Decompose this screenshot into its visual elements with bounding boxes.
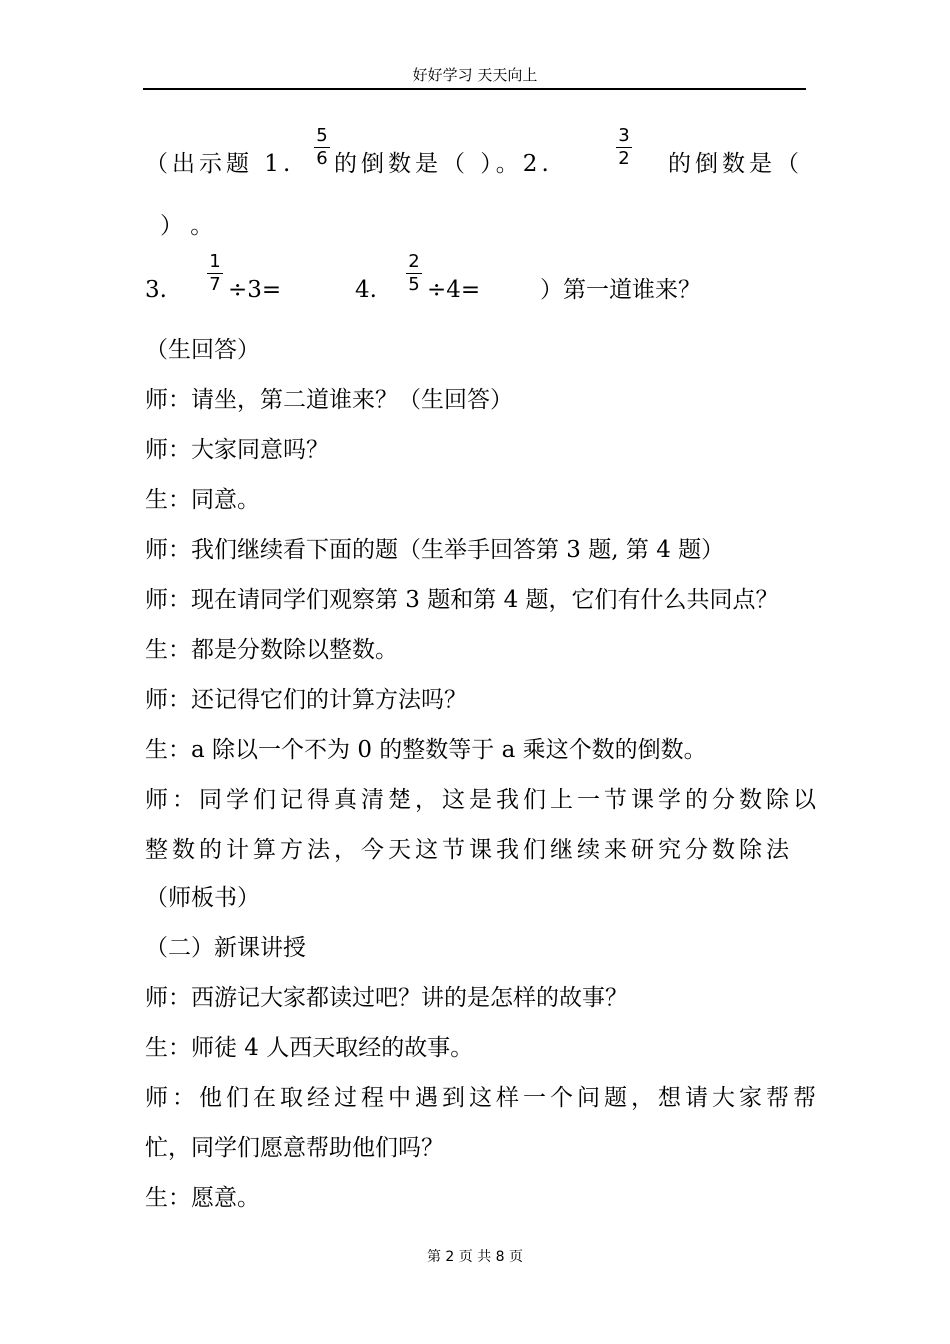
fraction-numerator: 5: [316, 125, 328, 146]
question-line-3-suffix: ）第一道谁来？: [540, 277, 701, 303]
dialogue-line: 师：请坐，第二道谁来？（生回答）: [145, 387, 513, 413]
dialogue-line: 师：他们在取经过程中遇到这样一个问题，想请大家帮帮: [145, 1085, 820, 1111]
dialogue-line: 忙，同学们愿意帮助他们吗？: [145, 1135, 444, 1161]
question-line-1-q2-text: 的倒数是（: [668, 151, 803, 177]
dialogue-line: 师：西游记大家都读过吧？讲的是怎样的故事？: [145, 985, 628, 1011]
question-3-text: ÷3=: [228, 277, 282, 303]
dialogue-line: 师：现在请同学们观察第 3 题和第 4 题，它们有什么共同点？: [145, 587, 779, 613]
page-header: 好好学习 天天向上: [412, 66, 538, 84]
section-heading: （二）新课讲授: [145, 935, 306, 961]
fraction-denominator: 2: [618, 148, 630, 169]
dialogue-line: 师：还记得它们的计算方法吗？: [145, 687, 467, 713]
dialogue-line: 生：师徒 4 人西天取经的故事。: [145, 1035, 474, 1061]
dialogue-line: 师：同学们记得真清楚，这是我们上一节课学的分数除以: [145, 787, 820, 813]
fraction-denominator: 6: [316, 148, 328, 169]
fraction-1-7: [207, 252, 223, 295]
fraction-numerator: 2: [408, 251, 420, 272]
question-4-text: ÷4=: [427, 277, 481, 303]
fraction-denominator: 7: [209, 274, 221, 295]
dialogue-line: （生回答）: [145, 337, 260, 363]
dialogue-line: 生：愿意。: [145, 1185, 260, 1211]
fraction-numerator: 3: [618, 125, 630, 146]
fraction-2-5: [406, 252, 422, 295]
page-footer: 第 2 页 共 8 页: [426, 1249, 524, 1265]
question-4-label: 4.: [355, 277, 377, 303]
dialogue-line: 整数的计算方法，今天这节课我们继续来研究分数除法: [145, 837, 793, 863]
question-line-1-prefix: （出示题 1.: [145, 151, 295, 177]
dialogue-line: （师板书）: [145, 885, 260, 911]
question-line-2: ） 。: [160, 213, 214, 239]
dialogue-line: 师：大家同意吗？: [145, 437, 329, 463]
fraction-5-6: [314, 126, 330, 169]
fraction-denominator: 5: [408, 274, 420, 295]
dialogue-line: 师：我们继续看下面的题（生举手回答第 3 题, 第 4 题）: [145, 537, 725, 563]
dialogue-line: 生：a 除以一个不为 0 的整数等于 a 乘这个数的倒数。: [145, 737, 707, 763]
fraction-numerator: 1: [209, 251, 221, 272]
fraction-3-2: [616, 126, 632, 169]
dialogue-line: 生：同意。: [145, 487, 260, 513]
question-3-label: 3.: [145, 277, 167, 303]
header-divider: [143, 88, 806, 90]
dialogue-line: 生：都是分数除以整数。: [145, 637, 398, 663]
question-line-1-q1-text: 的倒数是（ ）。2.: [334, 151, 553, 177]
